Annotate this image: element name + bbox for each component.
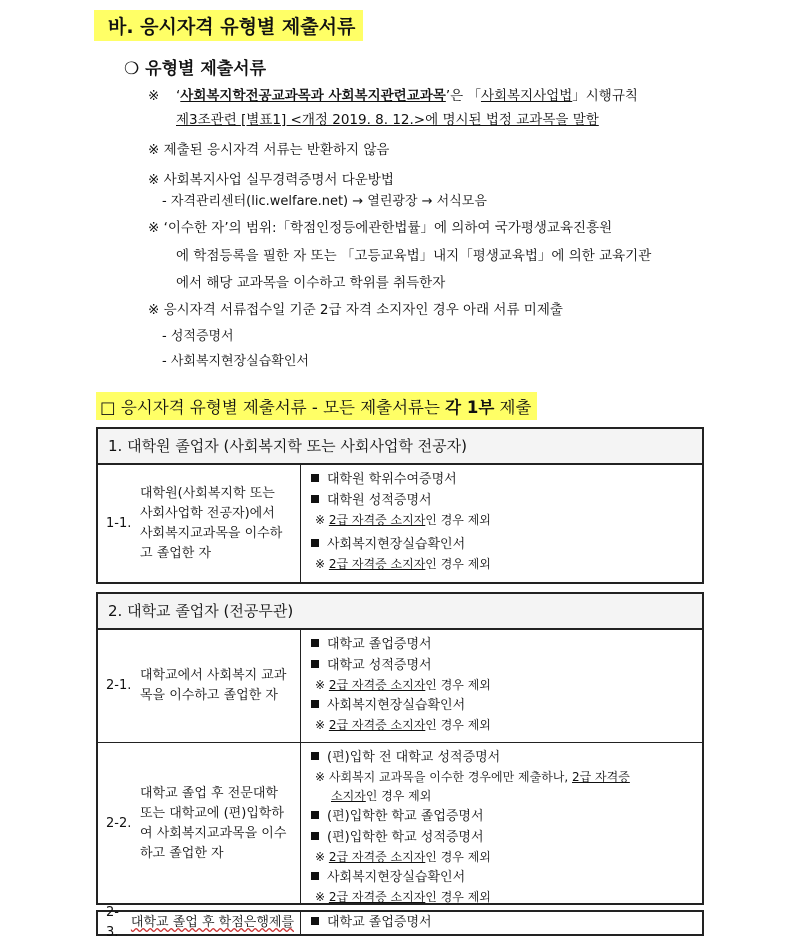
note-mark: ※ (315, 678, 329, 692)
note-underlined: 2급 자격증 소지자 (328, 557, 426, 571)
square-bullet-icon (311, 872, 319, 880)
document-label: (편)입학 전 대학교 성적증명서 (327, 750, 501, 765)
note-5-sub-2: - 사회복지현장실습확인서 (162, 354, 309, 369)
exemption-note (311, 787, 694, 806)
row-label (98, 630, 301, 742)
exemption-note (311, 768, 694, 787)
exemption-note (311, 716, 694, 735)
note-3-sub: - 자격관리센터(lic.welfare.net) → 열린광장 → 서식모음 (162, 194, 487, 209)
row-description: 대학교 졸업 후 학점은행제를 (130, 915, 294, 930)
note-underlined: 2급 자격증 (572, 770, 630, 784)
row-documents (301, 465, 702, 583)
note-underlined: 2급 자격증 소지자 (328, 513, 426, 527)
row-documents (301, 743, 702, 904)
note-1-quote: ‘ (176, 88, 181, 104)
document-label: (편)입학한 학교 졸업증명서 (327, 809, 484, 824)
note-underlined: 2급 자격증 소지자 (328, 678, 426, 692)
row-documents (301, 912, 702, 934)
exemption-note (311, 511, 694, 530)
square-bullet-icon (311, 660, 319, 668)
document-item (311, 827, 694, 848)
note-tail: 인 경우 제외 (425, 557, 491, 571)
square-bullet-icon (311, 917, 319, 925)
note-4-line-2: 에 학점등록을 필한 자 또는 「고등교육법」내지「평생교육법」에 의한 교육기관 (176, 248, 652, 264)
note-underlined: 소지자 (331, 789, 366, 803)
table-row (98, 905, 702, 940)
document-label: (편)입학한 학교 성적증명서 (327, 830, 484, 845)
note-underlined: 2급 자격증 소지자 (328, 850, 426, 864)
exemption-note (311, 676, 694, 695)
square-bullet-icon (311, 639, 319, 647)
note-2: ※ 제출된 응시자격 서류는 반환하지 않음 (148, 142, 390, 158)
document-item (311, 806, 694, 827)
document-label: 대학교 졸업증명서 (327, 915, 432, 930)
exemption-note (311, 555, 694, 574)
square-bullet-icon (311, 474, 319, 482)
square-bullet-icon (311, 495, 319, 503)
table-row (98, 742, 702, 904)
table-heading-text: □ 응시자격 유형별 제출서류 - 모든 제출서류는 (100, 398, 446, 417)
note-1-line-2: 제3조관련 [별표1] <개정 2019. 8. 12.>에 명시된 법정 교과목을 말함 (176, 112, 599, 128)
row-number: 2-3. (106, 905, 119, 940)
document-item (311, 655, 694, 676)
note-1-post: 」시행규칙 (572, 88, 638, 104)
note-tail: 인 경우 제외 (425, 890, 491, 904)
document-item (311, 469, 694, 490)
document-item (311, 534, 694, 555)
university-box (96, 592, 704, 905)
table-row (98, 629, 702, 742)
document-label: 사회복지현장실습확인서 (327, 870, 466, 885)
sub-heading: ❍ 유형별 제출서류 (124, 59, 267, 79)
row-label (98, 743, 301, 904)
note-5-sub-1: - 성적증명서 (162, 329, 234, 344)
note-tail: 인 경우 제외 (425, 718, 491, 732)
note-tail: 인 경우 제외 (425, 513, 491, 527)
table-heading (96, 392, 537, 420)
note-3: ※ 사회복지사업 실무경력증명서 다운방법 (148, 172, 394, 188)
note-1-mid: ’은 「 (445, 88, 481, 104)
square-bullet-icon (311, 832, 319, 840)
note-text: ※ 사회복지 교과목을 이수한 경우에만 제출하나, (315, 770, 573, 784)
document-label: 대학원 학위수여증명서 (327, 472, 457, 487)
document-item (311, 912, 694, 933)
row-number: 2-2. (106, 815, 132, 831)
graduate-school-box (96, 427, 704, 584)
document-label: 사회복지현장실습확인서 (327, 698, 466, 713)
square-bullet-icon (311, 752, 319, 760)
note-mark: ※ (315, 890, 329, 904)
row-number: 1-1. (106, 516, 132, 531)
square-bullet-icon (311, 700, 319, 708)
credit-bank-box (96, 905, 704, 940)
row-documents (301, 630, 702, 742)
document-item (311, 695, 694, 716)
note-4-line-3: 에서 해당 교과목을 이수하고 학위를 취득한자 (176, 275, 446, 291)
document-item (311, 867, 694, 888)
document-label: 대학교 졸업증명서 (327, 637, 432, 652)
note-mark: ※ (315, 557, 329, 571)
note-tail: 인 경우 제외 (365, 789, 432, 803)
note-underlined: 2급 자격증 소지자 (328, 718, 426, 732)
note-mark: ※ (315, 513, 329, 527)
table-heading-post: 제출 (494, 398, 532, 417)
document-label: 사회복지현장실습확인서 (327, 537, 466, 552)
row-label (98, 465, 301, 583)
row-description: 대학교 졸업 후 전문대학 또는 대학교에 (편)입학하여 사회복지교과목을 이수하고 졸업한 자 (140, 785, 287, 861)
document-item (311, 747, 694, 768)
table-row (98, 464, 702, 583)
row-description: 대학원(사회복지학 또는 사회사업학 전공자)에서 사회복지교과목을 이수하고 졸업한 자 (140, 486, 283, 561)
exemption-note (311, 888, 694, 907)
row-number: 2-1. (106, 678, 132, 693)
section-title: 바. 응시자격 유형별 제출서류 (94, 10, 363, 41)
document-item (311, 634, 694, 655)
note-1-line-1 (148, 86, 638, 106)
document-item (311, 490, 694, 511)
box-2-header: 2. 대학교 졸업자 (전공무관) (98, 594, 702, 629)
note-5: ※ 응시자격 서류접수일 기준 2급 자격 소지자인 경우 아래 서류 미제출 (148, 302, 563, 318)
row-description: 대학교에서 사회복지 교과목을 이수하고 졸업한 자 (140, 668, 287, 703)
note-tail: 인 경우 제외 (425, 678, 491, 692)
note-4-line-1: ※ ‘이수한 자’의 범위:「학점인정등에관한법률」에 의하여 국가평생교육진흥원 (148, 220, 613, 236)
square-bullet-icon (311, 811, 319, 819)
row-label (98, 905, 301, 940)
note-mark: ※ (315, 850, 329, 864)
document-label: 대학원 성적증명서 (327, 493, 432, 508)
note-tail: 인 경우 제외 (425, 850, 491, 864)
square-bullet-icon (311, 539, 319, 547)
box-1-header: 1. 대학원 졸업자 (사회복지학 또는 사회사업학 전공자) (98, 429, 702, 464)
note-mark: ※ (315, 718, 329, 732)
document-label: 대학교 성적증명서 (327, 658, 432, 673)
note-mark: ※ (148, 88, 160, 104)
note-underlined: 2급 자격증 소지자 (328, 890, 426, 904)
table-heading-bold: 각 1부 (445, 398, 495, 417)
note-1-law: 사회복지사업법 (480, 88, 573, 104)
note-1-course-term: 사회복지학전공교과목과 사회복지관련교과목 (180, 88, 446, 104)
exemption-note (311, 848, 694, 867)
